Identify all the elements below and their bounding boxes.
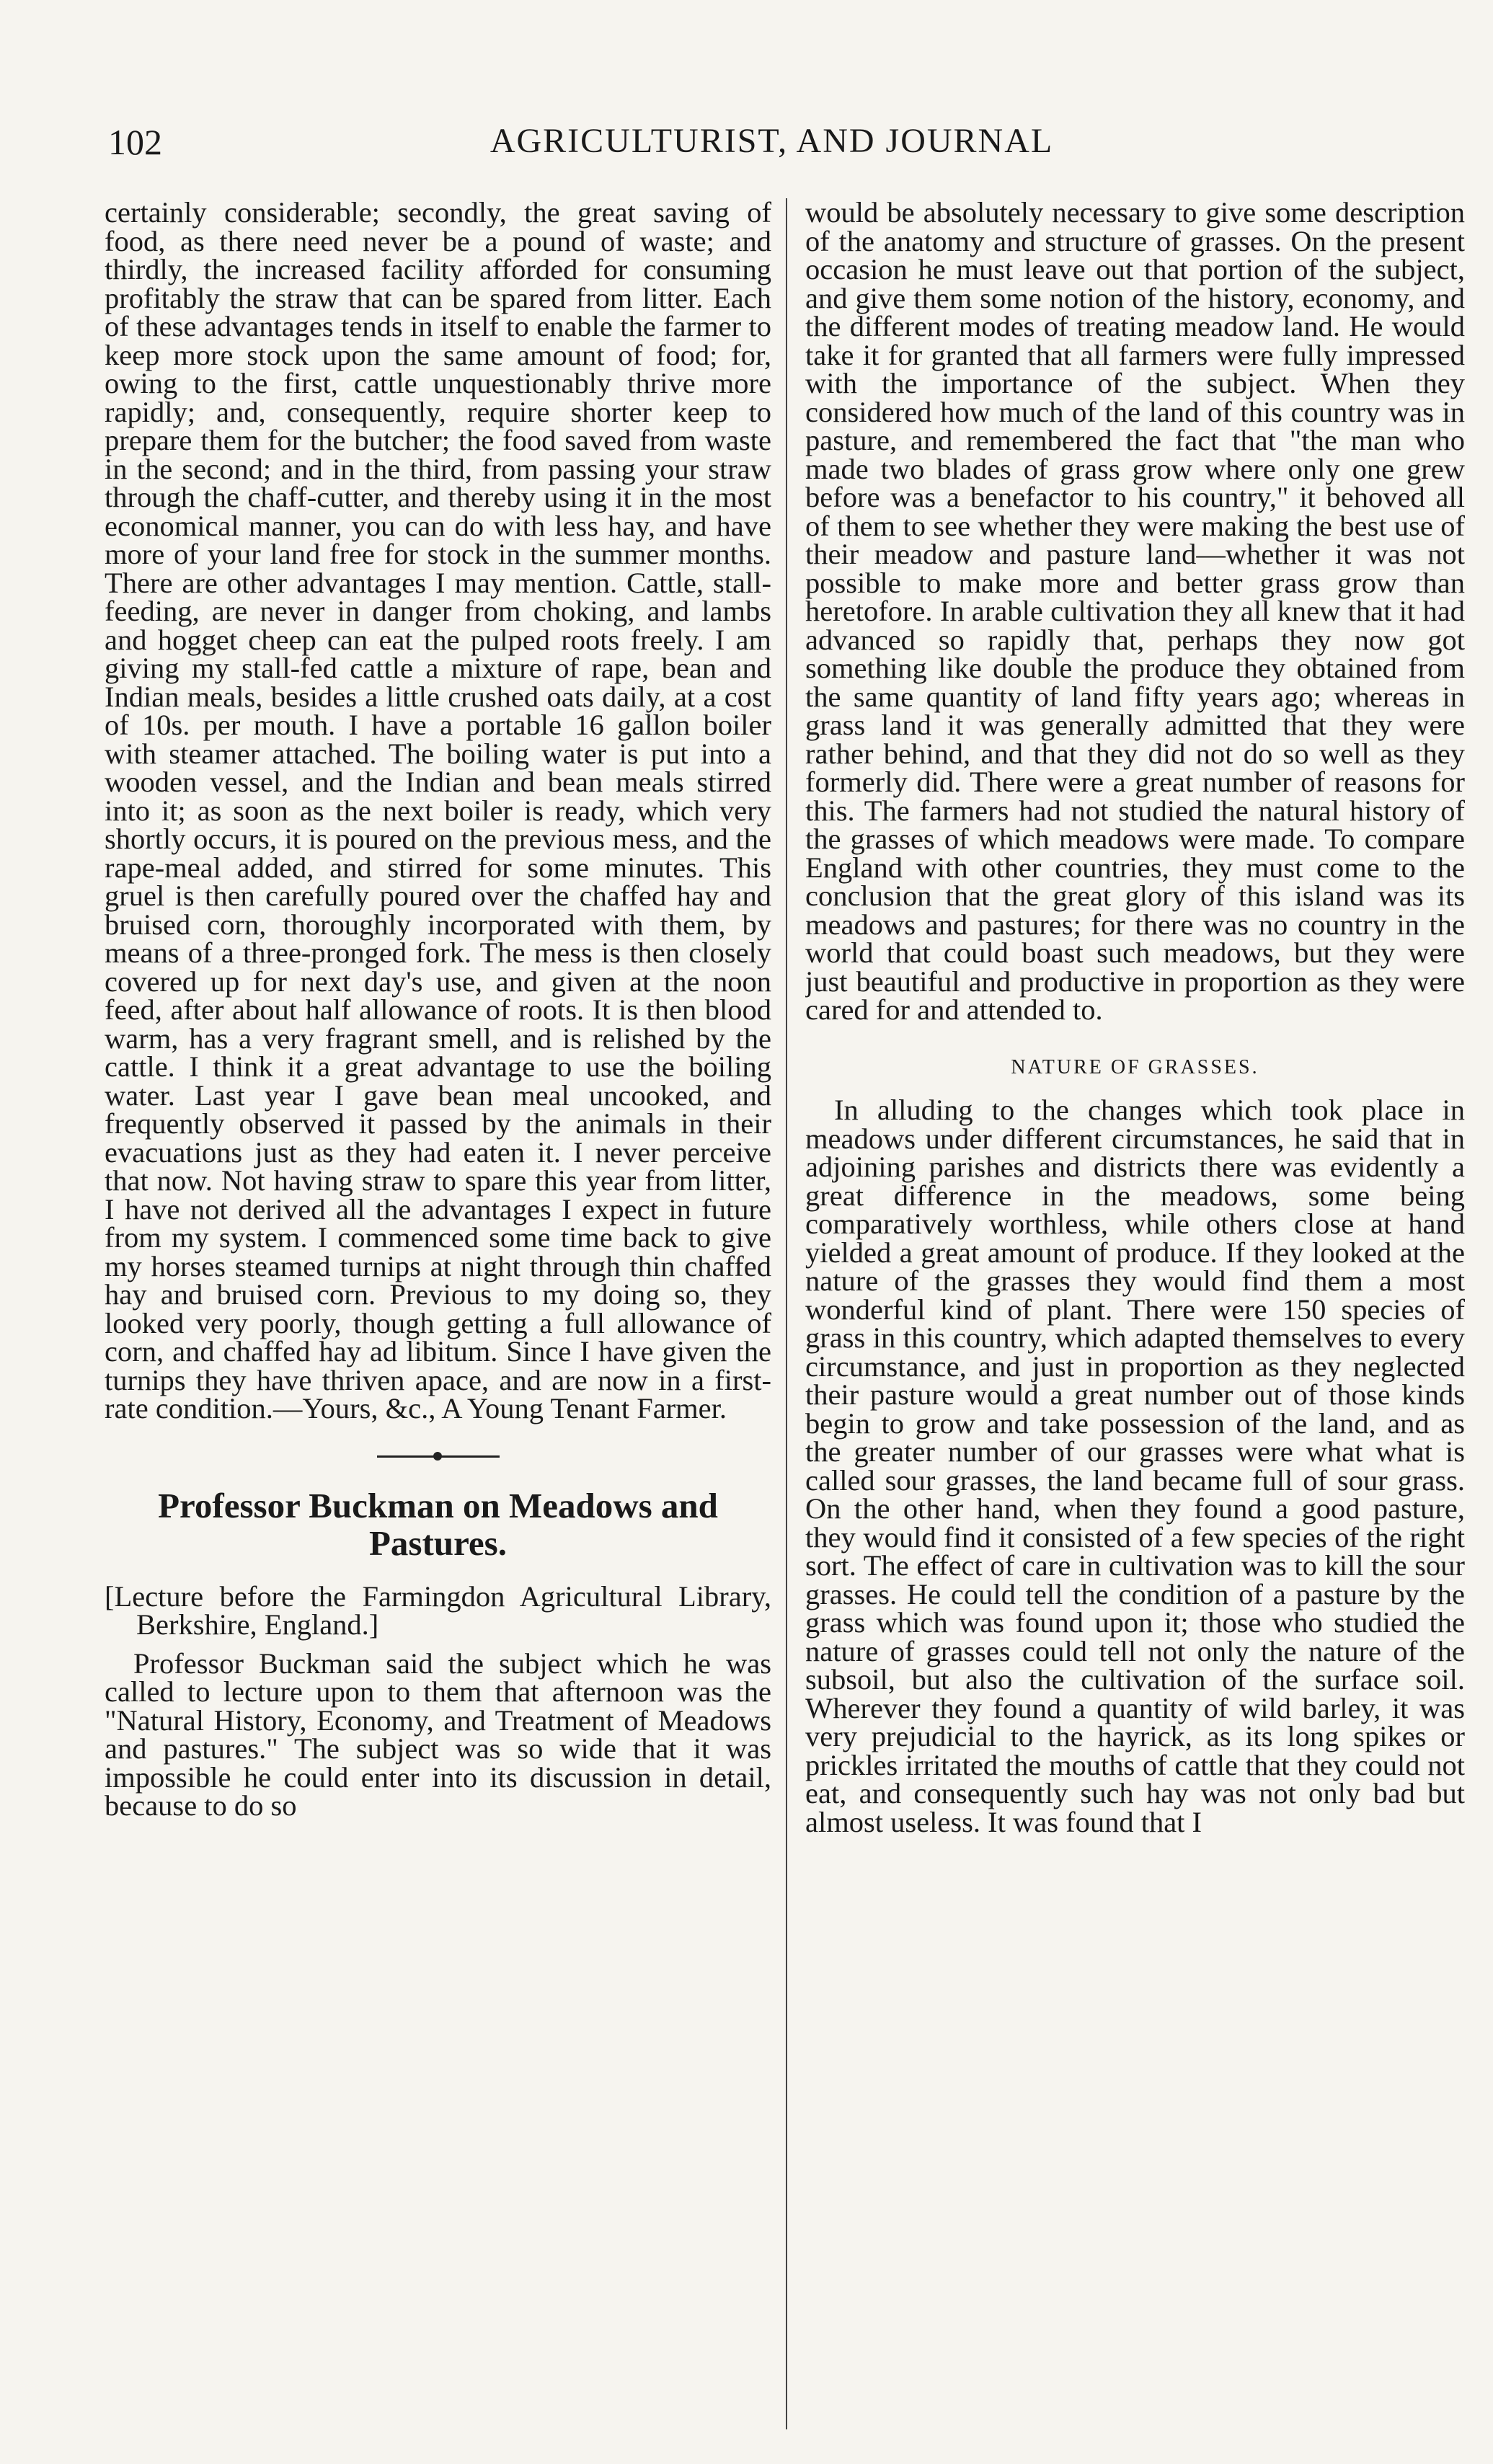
section-separator [377, 1455, 500, 1462]
lecture-note: [Lecture before the Farmingdon Agricultural Library, Berkshire, England.] [105, 1579, 771, 1641]
left-column [105, 198, 771, 2444]
separator-dot-icon [433, 1452, 442, 1461]
page-header [108, 121, 1435, 172]
tenant-farmer-letter-paragraph: certainly considerable; secondly, the great saving of food, as there need never be a pound of waste; and thirdly, the increased facility afforded for consuming profitably the straw that can be spared from litter. Each of these advantages tends in itself to enable the farmer to keep more stock upon the same amount of food; for, owing to the first, cattle unquestionably thrive more rapidly; and, consequently, require shorter keep to prepare them for the butcher; the food saved from waste in the second; and in the third, from passing your straw through the chaff-cutter, and thereby using it in the most economical manner, you can do with less hay, and have more of your land free for stock in the summer months. There are other advantages I may mention. Cattle, stall-feeding, are never in danger from choking, and lambs and hogget cheep can eat the pulped roots freely. I am giving my stall-fed cattle a mixture of rape, bean and Indian meals, besides a little crushed oats daily, at a cost of 10s. per mouth. I have a portable 16 gallon boiler with steamer attached. The boiling water is put into a wooden vessel, and the Indian and bean meals stirred into it; as soon as the next boiler is ready, which very shortly occurs, it is poured on the previous mess, and the rape-meal added, and stirred for some minutes. This gruel is then carefully poured over the chaffed hay and bruised corn, thoroughly incorporated with them, by means of a three-pronged fork. The mess is then closely covered up for next day's use, and given at the noon feed, after about half allowance of roots. It is then blood warm, has a very fragrant smell, and is relished by the cattle. I think it a great advantage to use the boiling water. Last year I gave bean meal uncooked, and frequently observed it passed by the animals in their evacuations just as they had eaten it. I never perceive that now. Not having straw to spare this year from litter, I have not derived all the advantages I expect in future from my system. I commenced some time back to give my horses steamed turnips at night through thin chaffed hay and bruised corn. Previous to my doing so, they looked very poorly, though getting a full allowance of corn, and chaffed hay ad libitum. Since I have given the turnips they have thriven apace, and are now in a first-rate condition.—Yours, &c., A Young Tenant Farmer. [105, 198, 771, 1424]
article-title: Professor Buckman on Meadows and Pastures. [158, 1485, 718, 1563]
article-paragraph: would be absolutely necessary to give some description of the anatomy and structure of grasses. On the present occasion he must leave out that portion of the subject, and give them some notion of the history, economy, and the different modes of treating meadow land. He would take it for granted that all farmers were fully impressed with the importance of the subject. When they considered how much of the land of this country was in pasture, and remembered the fact that "the man who made two blades of grass grow where only one grew before was a benefactor to his country," it behoved all of them to see whether they were making the best use of their meadow and pasture land—whether it was not possible to make more and better grass grow than heretofore. In arable cultivation they all knew that it had advanced so rapidly that, perhaps they now got something like double the produce they obtained from the same quantity of land fifty years ago; whereas in grass land it was generally admitted that they were rather behind, and that they did not do so well as they formerly did. There were a great number of reasons for this. The farmers had not studied the natural history of the grasses of which meadows were made. To compare England with other countries, they must come to the conclusion that the great glory of this island was its meadows and pastures; for there was no country in the world that could boast such meadows, but they were just beautiful and productive in proportion as they were cared for and attended to. [805, 198, 1465, 1026]
article-paragraph: Professor Buckman said the subject which he was called to lecture upon to them that afternoon was the "Natural History, Economy, and Treatment of Meadows and pastures." The subject was so wide that it was impossible he could enter into its discussion in detail, because to do so [105, 1647, 771, 1822]
right-column [805, 198, 1465, 2444]
section-subheading: NATURE OF GRASSES. [1011, 1055, 1259, 1078]
column-divider [786, 198, 787, 2429]
article-paragraph: In alluding to the changes which took place in meadows under different circumstances, he said that in adjoining parishes and districts there was evidently a great difference in the meadows, some being comparatively worthless, while others close at hand yielded a great amount of produce. If they looked at the nature of the grasses they would find them a most wonderful kind of plant. There were 150 species of grass in this country, which adapted themselves to every circumstance, and just in proportion as they neglected their pasture would a great number out of those kinds begin to grow and take possession of the land, and as the greater number of our grasses were what what is called sour grasses, the land became full of sour grass. On the other hand, when they found a good pasture, they would find it consisted of a few species of the right sort. The effect of care in cultivation was to kill the sour grasses. He could tell the condition of a pasture by the grass which was found upon it; those who studied the nature of grasses could tell not only the nature of the subsoil, but also the cultivation of the surface soil. Wherever they found a quantity of wild barley, it was very prejudicial to the hayrick, as its long spikes or prickles irritated the mouths of cattle that they could not eat, and consequently such hay was not only bad but almost useless. It was found that I [805, 1094, 1465, 1838]
page-number: 102 [108, 122, 162, 162]
running-head: AGRICULTURIST, AND JOURNAL [489, 122, 1054, 160]
